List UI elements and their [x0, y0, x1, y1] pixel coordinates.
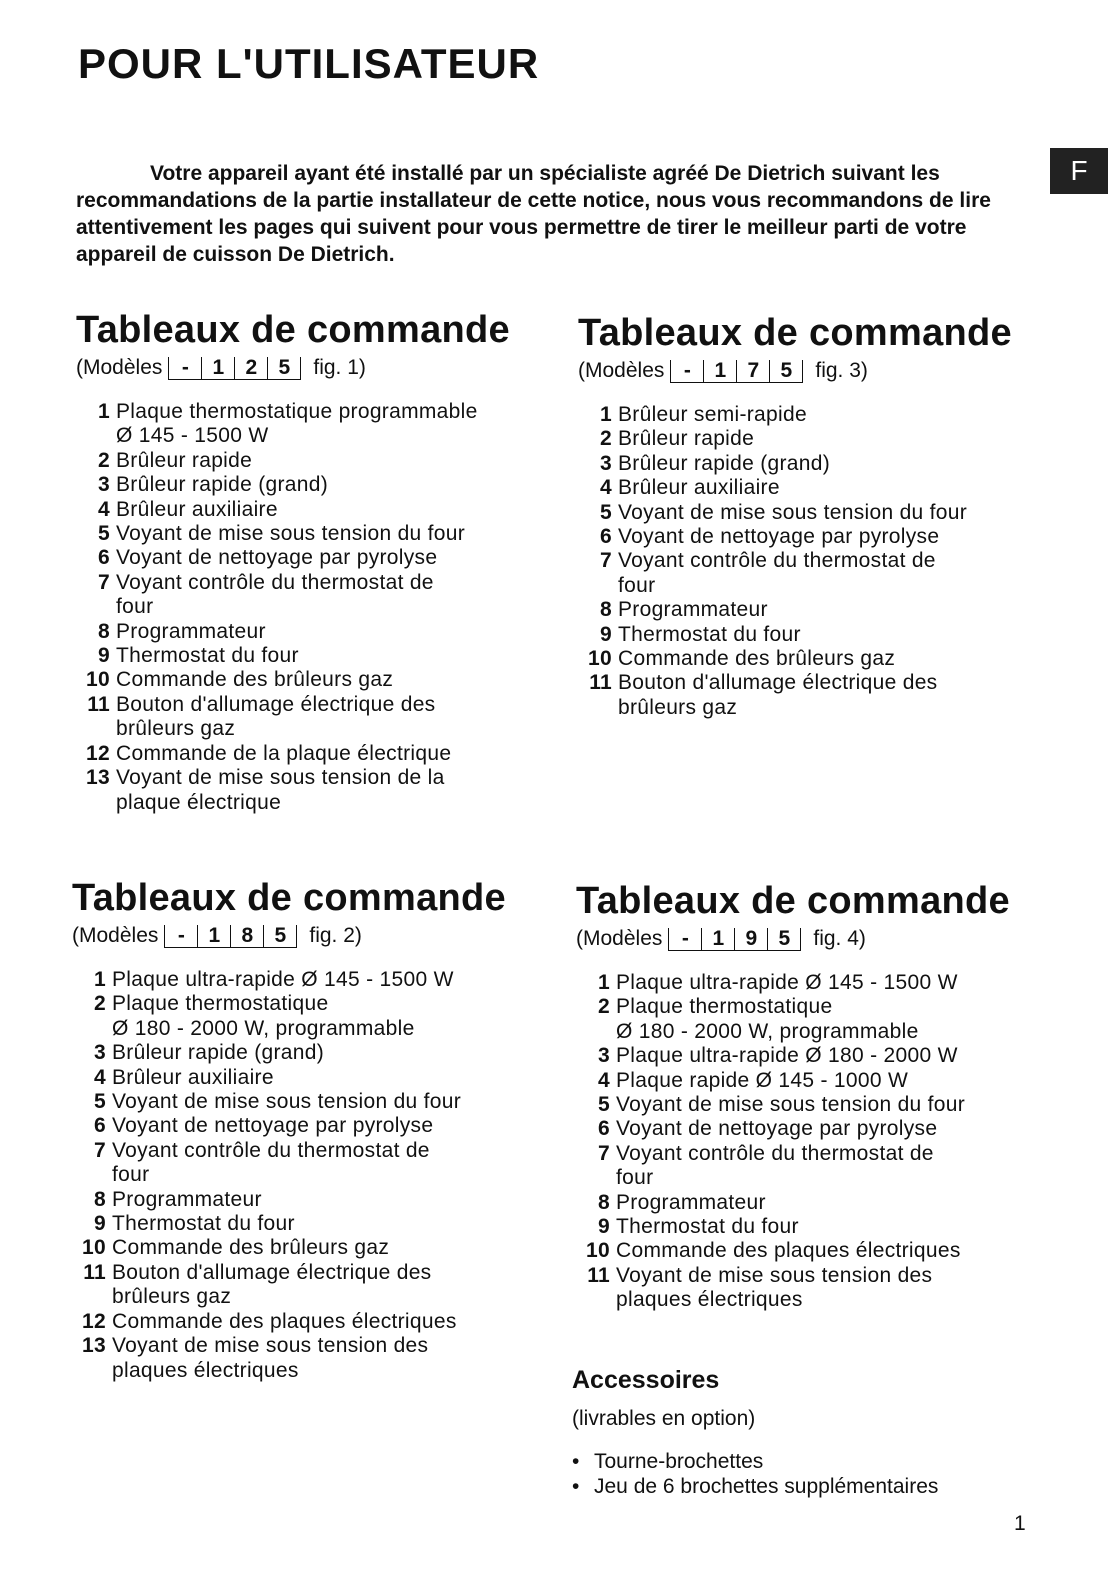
item-text	[616, 1142, 1056, 1191]
item-label-continued: plaques électriques	[112, 1358, 299, 1382]
item-text	[116, 546, 556, 570]
bullet-icon: •	[572, 1450, 580, 1473]
model-code-digit: -	[168, 357, 201, 380]
list-item	[72, 992, 552, 1041]
item-text	[116, 571, 556, 620]
item-number: 4	[600, 476, 612, 500]
item-text	[116, 400, 556, 449]
item-label: Thermostat du four	[616, 1215, 799, 1239]
item-label: Brûleur rapide	[618, 427, 755, 451]
item-text	[112, 1114, 552, 1138]
item-number: 11	[87, 692, 110, 716]
accessories-section	[572, 1366, 1052, 1499]
list-item	[76, 522, 556, 546]
item-label: Bouton d'allumage électrique des	[116, 692, 436, 716]
item-label: Programmateur	[112, 1187, 262, 1211]
item-label-continued: brûleurs gaz	[112, 1285, 232, 1309]
list-item	[572, 1474, 1052, 1499]
item-number: 10	[588, 647, 612, 671]
list-item	[572, 1449, 1052, 1474]
list-item	[576, 1069, 1056, 1093]
item-label: Brûleur rapide (grand)	[112, 1041, 325, 1065]
control-list	[76, 400, 556, 815]
item-text	[112, 1188, 552, 1212]
item-text	[116, 742, 556, 766]
item-label: Voyant de mise sous tension du four	[618, 500, 968, 524]
item-text	[616, 971, 1056, 995]
list-item	[578, 623, 1058, 647]
item-label: Plaque ultra-rapide Ø 145 - 1500 W	[112, 968, 454, 991]
item-label-continued: brûleurs gaz	[116, 717, 236, 741]
model-code-digit: -	[668, 928, 701, 951]
item-text	[618, 549, 1058, 598]
item-number: 3	[598, 1044, 610, 1068]
item-number: 5	[598, 1093, 610, 1117]
item-text	[116, 693, 556, 742]
figure-ref: fig. 2)	[309, 924, 362, 947]
item-number: 6	[600, 525, 612, 549]
item-text	[112, 1236, 552, 1260]
list-item	[576, 1093, 1056, 1117]
item-number: 4	[598, 1068, 610, 1092]
models-label: (Modèles	[576, 927, 663, 950]
list-item	[576, 1191, 1056, 1215]
intro-paragraph: Votre appareil ayant été installé par un spécialiste agréé De Dietrich suivant les recommandations de la partie installateur de cette notice, nous vous recommandons de lire attentivement les pages qui suivent pour vous permettre de tirer le meilleur parti de votre appareil de cuisson De Dietrich.	[76, 162, 991, 266]
item-number: 9	[98, 644, 110, 668]
accessories-list	[572, 1449, 1052, 1499]
item-label: Voyant contrôle du thermostat de	[618, 549, 936, 573]
list-item	[76, 498, 556, 522]
item-number: 8	[600, 598, 612, 622]
item-label-continued: plaques électriques	[616, 1288, 803, 1312]
item-label-continued: Ø 145 - 1500 W	[116, 424, 269, 448]
list-item	[576, 1044, 1056, 1068]
item-number: 1	[98, 400, 110, 423]
item-label: Commande des brûleurs gaz	[112, 1236, 390, 1260]
item-label: Commande des plaques électriques	[616, 1239, 961, 1263]
control-list	[72, 968, 552, 1383]
item-label: Plaque thermostatique programmable	[116, 400, 478, 423]
models-label: (Modèles	[76, 356, 163, 379]
item-label: Brûleur rapide	[116, 448, 253, 472]
item-text	[112, 1334, 552, 1383]
item-label-continued: plaque électrique	[116, 790, 282, 814]
item-number: 5	[98, 522, 110, 546]
item-text	[618, 623, 1058, 647]
model-code-digit: 1	[703, 360, 736, 383]
section-model-125	[76, 308, 556, 815]
list-item	[578, 549, 1058, 598]
section-model-175	[578, 311, 1058, 720]
item-text	[618, 476, 1058, 500]
item-label: Commande des brûleurs gaz	[116, 668, 394, 692]
accessory-label: Jeu de 6 brochettes supplémentaires	[594, 1475, 939, 1498]
item-text	[616, 1117, 1056, 1141]
item-label-continued: four	[616, 1166, 654, 1190]
item-number: 9	[94, 1212, 106, 1236]
item-text	[616, 1069, 1056, 1093]
item-number: 1	[94, 968, 106, 991]
item-label: Voyant contrôle du thermostat de	[616, 1141, 934, 1165]
item-label-continued: Ø 180 - 2000 W, programmable	[616, 1019, 919, 1043]
item-text	[112, 1090, 552, 1114]
list-item	[72, 1139, 552, 1188]
item-number: 13	[86, 766, 110, 790]
language-tab: F	[1050, 148, 1108, 194]
accessories-heading: Accessoires	[572, 1366, 720, 1394]
item-number: 8	[98, 619, 110, 643]
list-item	[72, 1334, 552, 1383]
item-label: Commande des brûleurs gaz	[618, 647, 896, 671]
list-item	[76, 449, 556, 473]
item-number: 7	[98, 570, 110, 594]
list-item	[576, 1142, 1056, 1191]
item-label: Plaque rapide Ø 145 - 1000 W	[616, 1068, 909, 1092]
list-item	[576, 971, 1056, 995]
list-item	[76, 473, 556, 497]
item-label: Voyant de nettoyage par pyrolyse	[112, 1114, 434, 1138]
list-item	[76, 693, 556, 742]
list-item	[578, 476, 1058, 500]
bullet-icon: •	[572, 1475, 580, 1498]
model-code-digit: -	[670, 360, 703, 383]
list-item	[72, 1090, 552, 1114]
list-item	[76, 766, 556, 815]
item-label: Thermostat du four	[112, 1212, 295, 1236]
list-item	[72, 1212, 552, 1236]
list-item	[72, 1114, 552, 1138]
item-number: 6	[94, 1114, 106, 1138]
figure-ref: fig. 4)	[813, 927, 866, 950]
model-code	[668, 928, 801, 951]
item-number: 2	[600, 427, 612, 451]
item-text	[112, 992, 552, 1041]
model-line	[76, 356, 556, 380]
item-label: Voyant de nettoyage par pyrolyse	[116, 546, 438, 570]
item-number: 12	[82, 1309, 106, 1333]
item-text	[116, 473, 556, 497]
item-label: Voyant de nettoyage par pyrolyse	[616, 1117, 938, 1141]
list-item	[76, 668, 556, 692]
list-item	[578, 427, 1058, 451]
item-text	[618, 403, 1058, 427]
item-label-continued: four	[112, 1163, 150, 1187]
item-text	[618, 427, 1058, 451]
item-text	[616, 995, 1056, 1044]
item-label: Voyant de mise sous tension des	[616, 1263, 933, 1287]
accessory-label: Tourne-brochettes	[594, 1450, 764, 1473]
item-number: 10	[82, 1236, 106, 1260]
item-number: 12	[86, 741, 110, 765]
item-label: Voyant de mise sous tension du four	[116, 522, 466, 546]
item-label: Voyant de mise sous tension du four	[112, 1090, 462, 1114]
page-title: POUR L'UTILISATEUR	[78, 40, 540, 87]
item-number: 10	[86, 668, 110, 692]
model-code-digit: -	[164, 925, 197, 948]
section-model-195	[576, 879, 1056, 1313]
item-label: Voyant de mise sous tension de la	[116, 766, 445, 790]
item-text	[116, 449, 556, 473]
section-model-185	[72, 876, 552, 1383]
item-text	[112, 1261, 552, 1310]
item-label-continued: Ø 180 - 2000 W, programmable	[112, 1016, 415, 1040]
item-number: 2	[94, 992, 106, 1016]
item-number: 13	[82, 1334, 106, 1358]
item-number: 9	[600, 622, 612, 646]
item-number: 7	[598, 1141, 610, 1165]
item-label: Plaque ultra-rapide Ø 180 - 2000 W	[616, 1044, 958, 1068]
item-number: 6	[98, 546, 110, 570]
item-label: Programmateur	[116, 619, 266, 643]
item-label: Brûleur auxiliaire	[618, 476, 780, 500]
item-number: 9	[598, 1215, 610, 1239]
item-number: 11	[83, 1260, 106, 1284]
item-text	[116, 620, 556, 644]
model-code-digit: 1	[701, 928, 734, 951]
figure-ref: fig. 3)	[815, 359, 868, 382]
item-text	[618, 671, 1058, 720]
item-text	[116, 668, 556, 692]
item-number: 11	[589, 671, 612, 695]
item-label: Commande des plaques électriques	[112, 1309, 457, 1333]
list-item	[76, 400, 556, 449]
item-text	[112, 1212, 552, 1236]
item-label: Plaque thermostatique	[616, 995, 833, 1019]
model-code-digit: 5	[263, 925, 297, 948]
item-text	[616, 1215, 1056, 1239]
section-heading: Tableaux de commande	[578, 312, 1012, 354]
item-text	[616, 1093, 1056, 1117]
list-item	[72, 1188, 552, 1212]
item-label: Bouton d'allumage électrique des	[112, 1260, 432, 1284]
models-label: (Modèles	[72, 924, 159, 947]
model-code-digit: 2	[234, 357, 267, 380]
item-text	[116, 766, 556, 815]
list-item	[578, 671, 1058, 720]
model-code-digit: 5	[769, 360, 803, 383]
item-number: 7	[94, 1138, 106, 1162]
model-code-digit: 5	[767, 928, 801, 951]
model-code	[168, 357, 301, 380]
page-number: 1	[1014, 1512, 1026, 1535]
model-line	[576, 927, 1056, 951]
model-code-digit: 1	[197, 925, 230, 948]
item-text	[116, 644, 556, 668]
item-number: 6	[598, 1117, 610, 1141]
item-label: Programmateur	[618, 598, 768, 622]
item-text	[112, 1066, 552, 1090]
item-text	[618, 501, 1058, 525]
model-code-digit: 8	[230, 925, 263, 948]
list-item	[578, 525, 1058, 549]
item-label: Voyant de mise sous tension des	[112, 1334, 429, 1358]
item-label: Voyant contrôle du thermostat de	[116, 570, 434, 594]
item-label-continued: four	[116, 595, 154, 619]
item-label: Bouton d'allumage électrique des	[618, 671, 938, 695]
section-heading: Tableaux de commande	[72, 877, 506, 919]
item-label-continued: brûleurs gaz	[618, 695, 738, 719]
list-item	[72, 1066, 552, 1090]
item-number: 8	[598, 1190, 610, 1214]
list-item	[576, 995, 1056, 1044]
item-number: 2	[598, 995, 610, 1019]
figure-ref: fig. 1)	[313, 356, 366, 379]
item-text	[616, 1191, 1056, 1215]
list-item	[76, 620, 556, 644]
item-number: 2	[98, 448, 110, 472]
item-text	[112, 1041, 552, 1065]
list-item	[76, 742, 556, 766]
item-text	[618, 525, 1058, 549]
item-text	[112, 968, 552, 992]
item-label: Brûleur semi-rapide	[618, 403, 807, 426]
item-label: Thermostat du four	[116, 644, 299, 668]
item-text	[616, 1239, 1056, 1263]
item-label: Brûleur rapide (grand)	[618, 451, 831, 475]
item-number: 1	[600, 403, 612, 426]
list-item	[578, 452, 1058, 476]
item-label: Programmateur	[616, 1190, 766, 1214]
item-number: 11	[587, 1263, 610, 1287]
model-code-digit: 5	[267, 357, 301, 380]
item-label: Thermostat du four	[618, 622, 801, 646]
item-label: Voyant de nettoyage par pyrolyse	[618, 525, 940, 549]
list-item	[72, 968, 552, 992]
item-label: Commande de la plaque électrique	[116, 741, 452, 765]
control-list	[578, 403, 1058, 720]
list-item	[76, 571, 556, 620]
item-text	[618, 452, 1058, 476]
item-number: 5	[600, 500, 612, 524]
item-text	[616, 1264, 1056, 1313]
model-code	[164, 925, 297, 948]
item-text	[116, 498, 556, 522]
item-number: 4	[98, 497, 110, 521]
list-item	[576, 1239, 1056, 1263]
model-line	[72, 924, 552, 948]
item-number: 7	[600, 549, 612, 573]
model-code-digit: 1	[201, 357, 234, 380]
item-number: 3	[98, 473, 110, 497]
item-label: Brûleur auxiliaire	[112, 1065, 274, 1089]
item-text	[112, 1139, 552, 1188]
item-text	[112, 1310, 552, 1334]
model-code-digit: 9	[734, 928, 767, 951]
item-number: 10	[586, 1239, 610, 1263]
item-label: Brûleur auxiliaire	[116, 497, 278, 521]
item-text	[616, 1044, 1056, 1068]
list-item	[72, 1310, 552, 1334]
item-number: 8	[94, 1187, 106, 1211]
item-label: Plaque thermostatique	[112, 992, 329, 1016]
item-text	[618, 598, 1058, 622]
list-item	[576, 1117, 1056, 1141]
list-item	[76, 546, 556, 570]
section-heading: Tableaux de commande	[76, 309, 510, 351]
models-label: (Modèles	[578, 359, 665, 382]
list-item	[72, 1236, 552, 1260]
item-label: Plaque ultra-rapide Ø 145 - 1500 W	[616, 971, 958, 994]
model-line	[578, 359, 1058, 383]
accessories-subtitle: (livrables en option)	[572, 1407, 756, 1430]
item-label: Voyant contrôle du thermostat de	[112, 1138, 430, 1162]
section-heading: Tableaux de commande	[576, 880, 1010, 922]
list-item	[576, 1264, 1056, 1313]
list-item	[72, 1041, 552, 1065]
control-list	[576, 971, 1056, 1313]
item-label-continued: four	[618, 573, 656, 597]
list-item	[76, 644, 556, 668]
item-number: 1	[598, 971, 610, 994]
item-label: Voyant de mise sous tension du four	[616, 1093, 966, 1117]
item-number: 3	[600, 451, 612, 475]
list-item	[72, 1261, 552, 1310]
item-number: 3	[94, 1041, 106, 1065]
list-item	[578, 647, 1058, 671]
list-item	[576, 1215, 1056, 1239]
item-number: 5	[94, 1090, 106, 1114]
list-item	[578, 403, 1058, 427]
item-text	[116, 522, 556, 546]
item-number: 4	[94, 1065, 106, 1089]
list-item	[578, 598, 1058, 622]
item-label: Brûleur rapide (grand)	[116, 473, 329, 497]
list-item	[578, 501, 1058, 525]
item-text	[618, 647, 1058, 671]
model-code-digit: 7	[736, 360, 769, 383]
model-code	[670, 360, 803, 383]
